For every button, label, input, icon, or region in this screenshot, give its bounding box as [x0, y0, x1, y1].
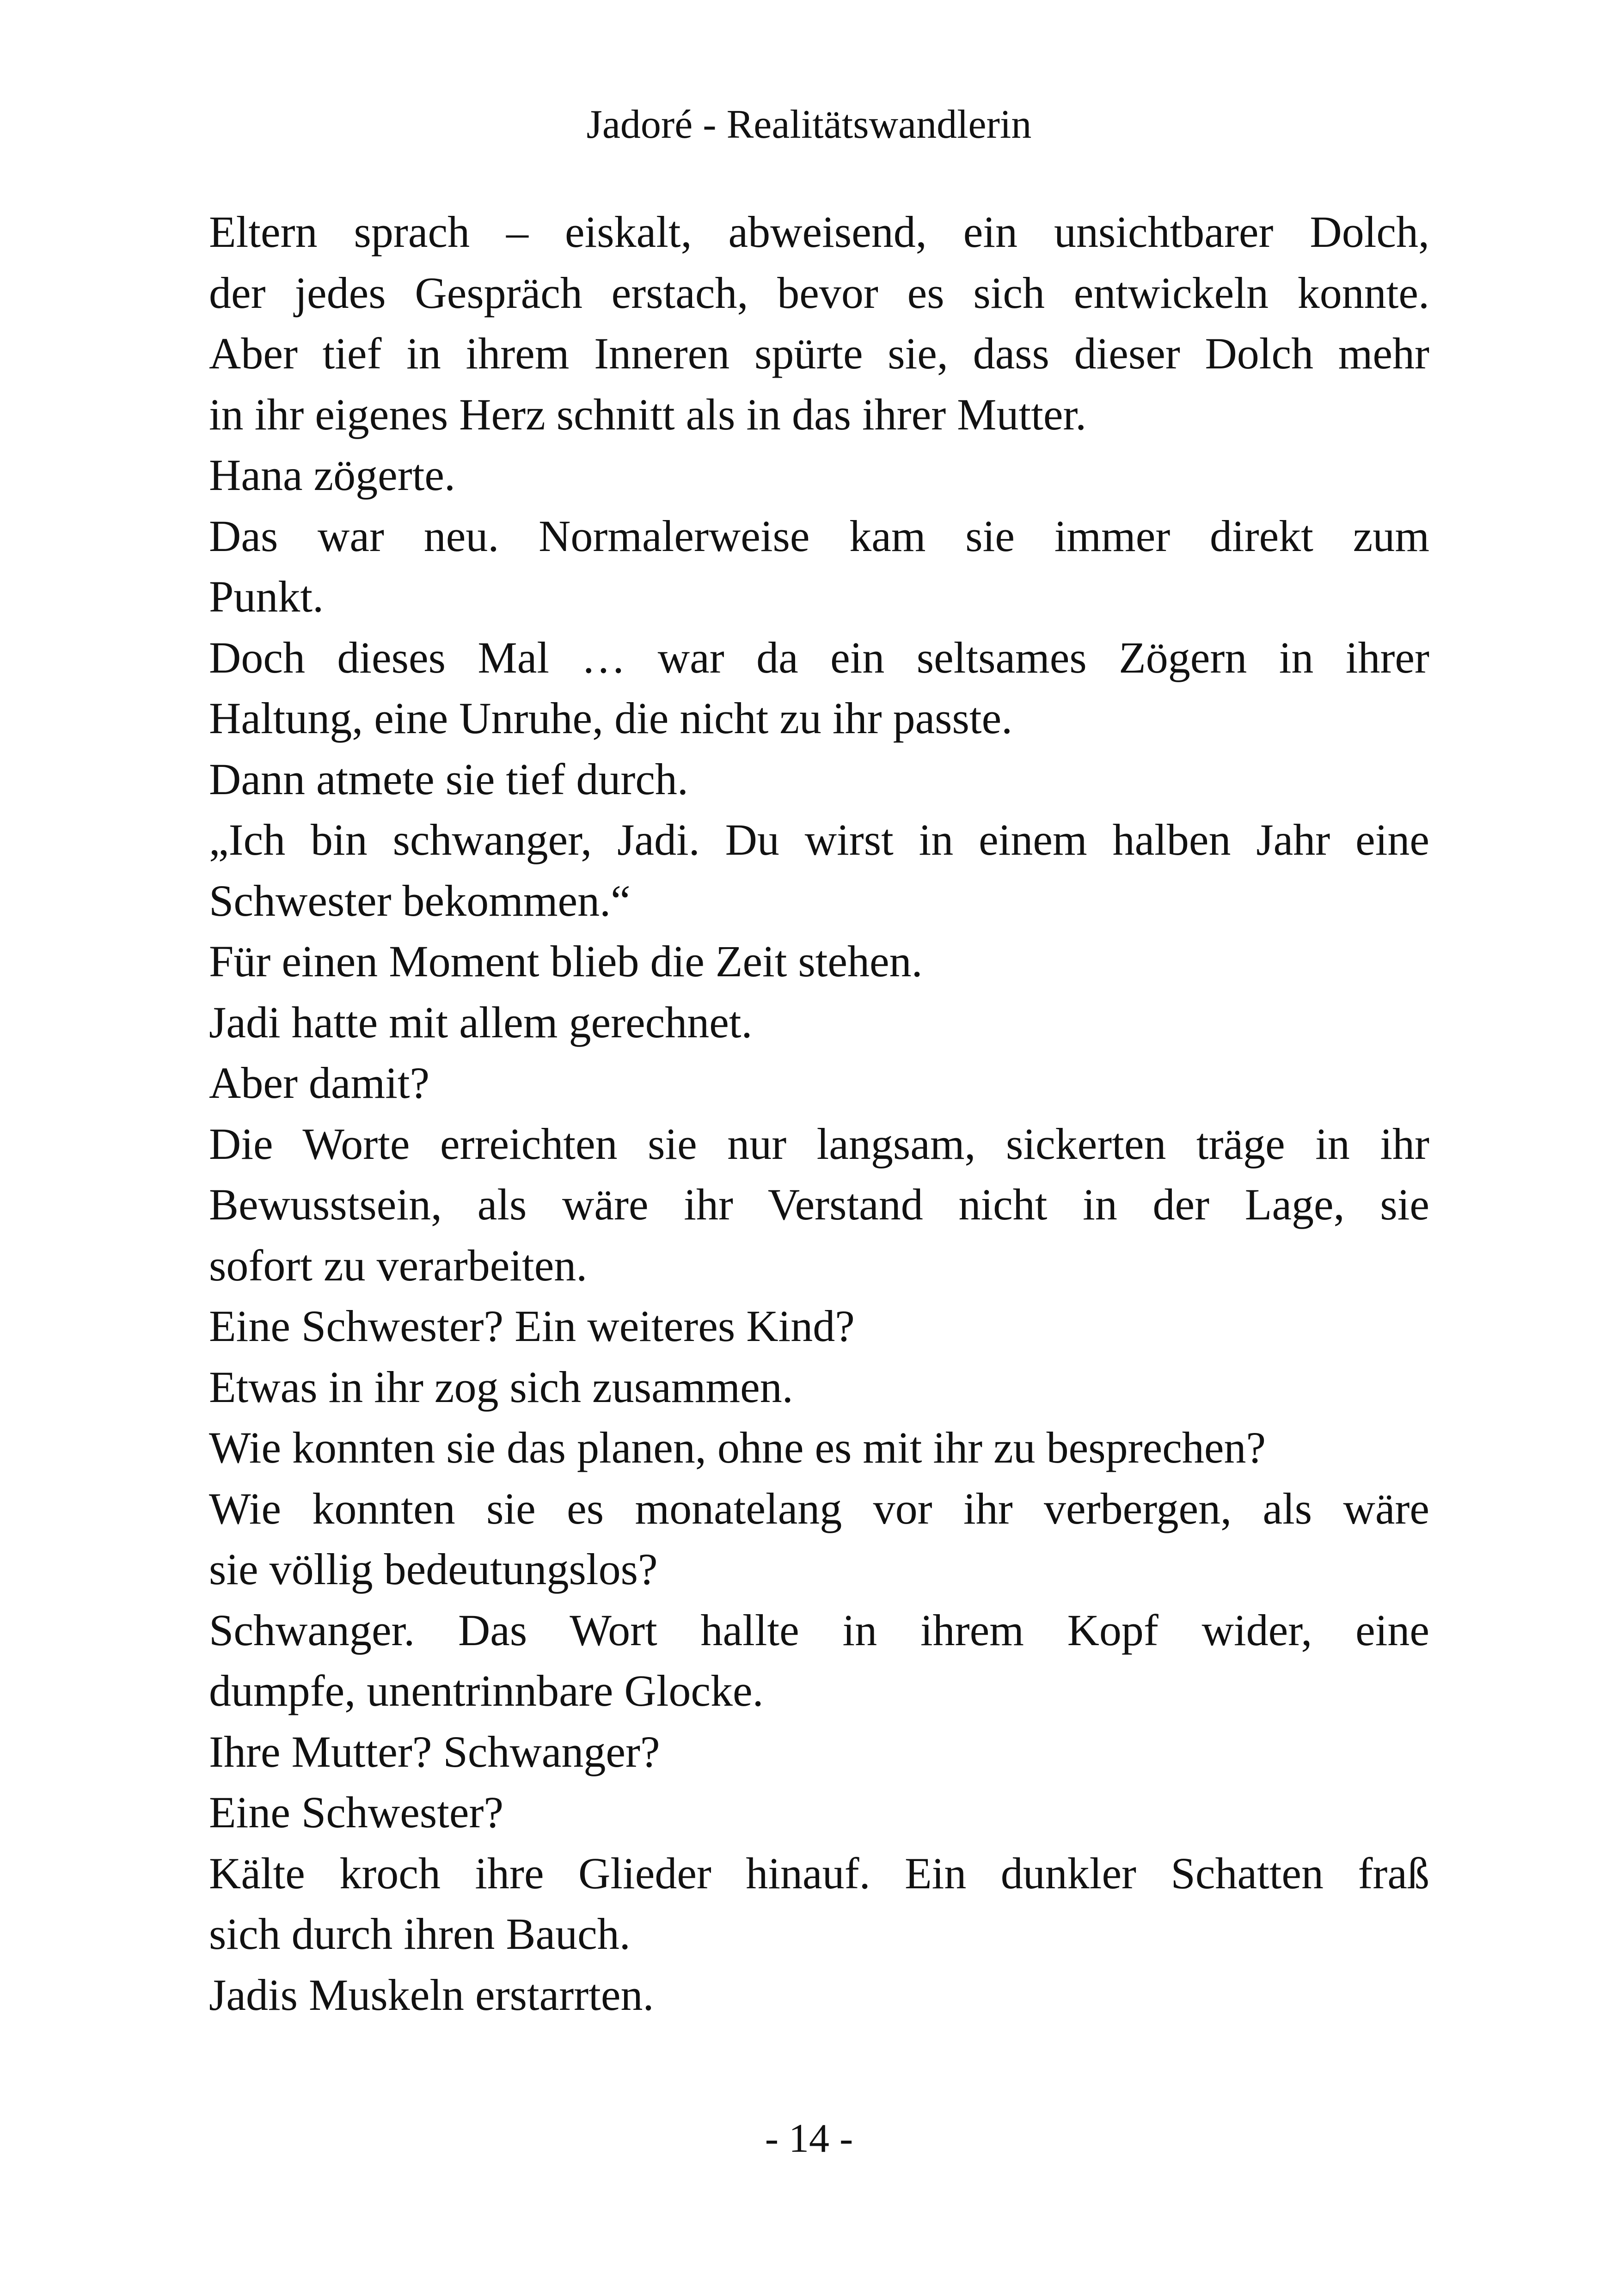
text-line: Schwanger. Das Wort hallte in ihrem Kopf wider, eine — [209, 1605, 1429, 1655]
text-line: der jedes Gespräch erstach, bevor es sich entwickeln konnte. — [209, 268, 1429, 318]
running-header: Jadoré - Realitätswandlerin — [586, 102, 1032, 147]
text-line: Aber tief in ihrem Inneren spürte sie, dass dieser Dolch mehr — [209, 329, 1429, 378]
text-line: in ihr eigenes Herz schnitt als in das ihrer Mutter. — [209, 389, 1087, 439]
text-line: sofort zu verarbeiten. — [209, 1240, 588, 1290]
text-line: Die Worte erreichten sie nur langsam, sickerten träge in ihr — [209, 1119, 1429, 1169]
text-line: Wie konnten sie das planen, ohne es mit ihr zu besprechen? — [209, 1423, 1266, 1472]
page-number: - 14 - — [765, 2116, 853, 2161]
text-line: Für einen Moment blieb die Zeit stehen. — [209, 937, 923, 986]
text-line: Eltern sprach – eiskalt, abweisend, ein unsichtbarer Dolch, — [209, 207, 1429, 257]
text-line: Kälte kroch ihre Glieder hinauf. Ein dunkler Schatten fraß — [209, 1848, 1429, 1898]
text-line: Jadis Muskeln erstarrten. — [209, 1970, 654, 2020]
text-line: Schwester bekommen.“ — [209, 876, 631, 925]
text-line: Punkt. — [209, 572, 324, 621]
text-line: Dann atmete sie tief durch. — [209, 754, 688, 804]
text-line: Haltung, eine Unruhe, die nicht zu ihr passte. — [209, 693, 1013, 743]
text-line: Aber damit? — [209, 1058, 430, 1108]
text-line: Doch dieses Mal … war da ein seltsames Zögern in ihrer — [209, 632, 1429, 682]
text-line: Eine Schwester? — [209, 1788, 504, 1837]
text-line: Das war neu. Normalerweise kam sie immer direkt zum — [209, 511, 1429, 561]
text-line: sie völlig bedeutungslos? — [209, 1544, 658, 1594]
text-line: „Ich bin schwanger, Jadi. Du wirst in einem halben Jahr eine — [209, 815, 1429, 864]
text-line: Ihre Mutter? Schwanger? — [209, 1727, 660, 1776]
body-text — [209, 202, 1429, 2025]
text-line: Etwas in ihr zog sich zusammen. — [209, 1362, 793, 1412]
text-line: Hana zögerte. — [209, 450, 456, 500]
text-line: dumpfe, unentrinnbare Glocke. — [209, 1666, 764, 1715]
text-line: sich durch ihren Bauch. — [209, 1909, 631, 1959]
text-line: Wie konnten sie es monatelang vor ihr verbergen, als wäre — [209, 1483, 1429, 1533]
text-line: Jadi hatte mit allem gerechnet. — [209, 997, 753, 1047]
text-line: Bewusstsein, als wäre ihr Verstand nicht in der Lage, sie — [209, 1180, 1429, 1229]
text-line: Eine Schwester? Ein weiteres Kind? — [209, 1301, 855, 1351]
